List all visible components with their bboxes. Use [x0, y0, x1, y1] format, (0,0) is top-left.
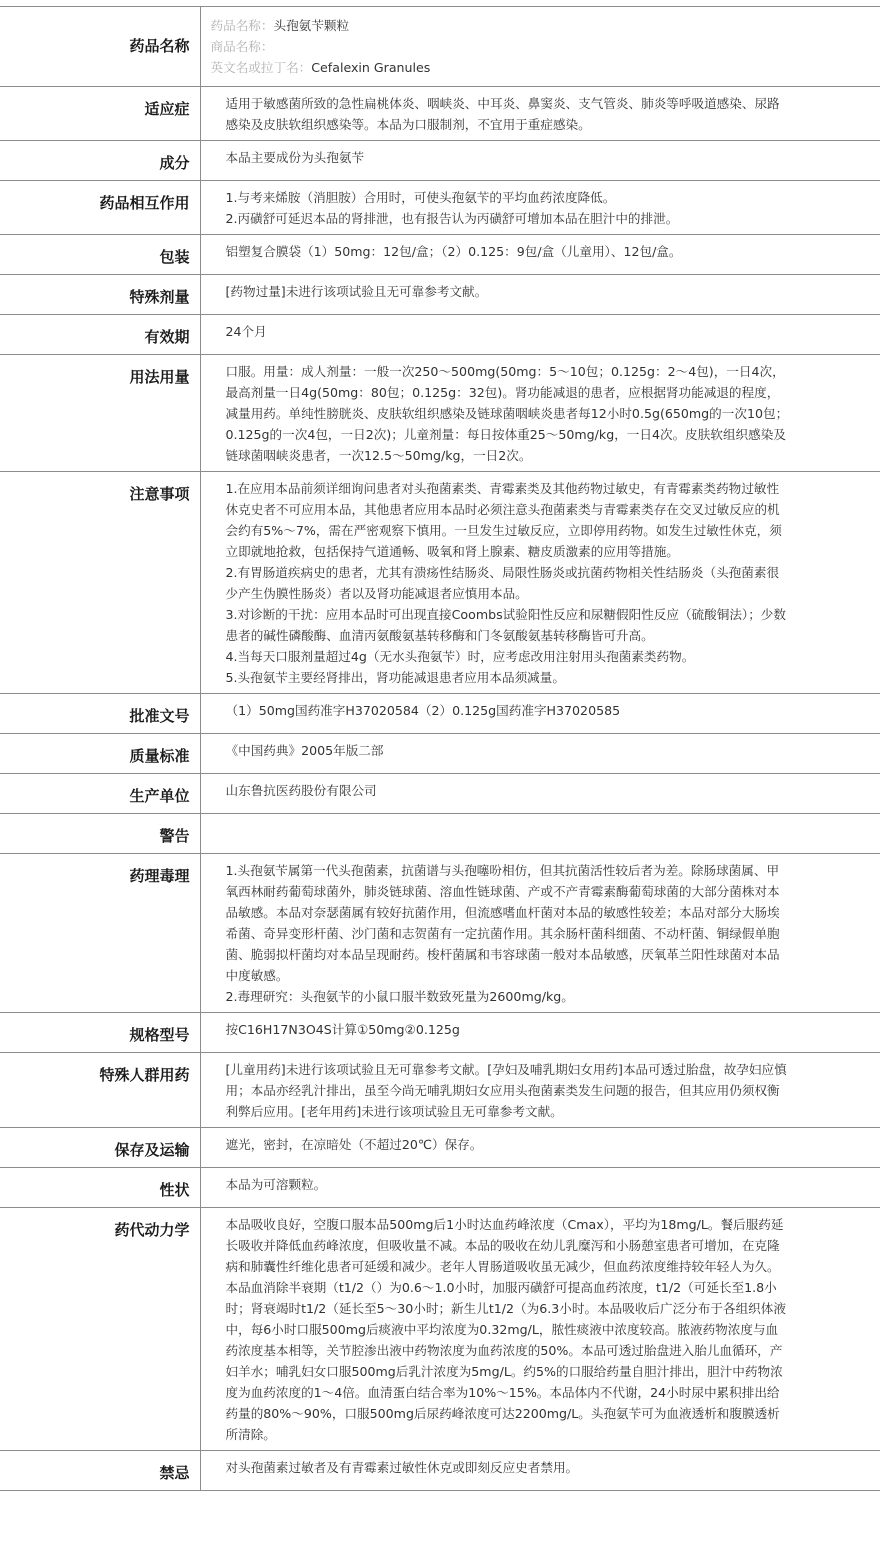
row-label: 有效期: [0, 315, 200, 355]
drug-name-value: 头孢氨苄颗粒: [273, 18, 350, 33]
row-indications: [0, 87, 880, 141]
row-value: [200, 181, 880, 235]
row-label: 包装: [0, 235, 200, 275]
paragraph: 2.毒理研究：头孢氨苄的小鼠口服半数致死量为2600mg/kg。: [225, 989, 574, 1004]
row-value: [200, 1168, 880, 1208]
row-value: [200, 1128, 880, 1168]
paragraph: （1）50mg国药准字H37020584（2）0.125g国药准字H37020585: [225, 703, 621, 718]
row-value: [200, 774, 880, 814]
paragraph: 山东鲁抗医药股份有限公司: [225, 783, 377, 798]
paragraph: [儿童用药]未进行该项试验且无可靠参考文献。[孕妇及哺乳期妇女用药]本品可透过胎盘，故孕妇应慎用；本品亦经乳汁排出，虽至今尚无哺乳期妇女应用头孢菌素类发生问题的报告，但其应用仍须权衡利弊后应用。[老年用药]未进行该项试验且无可靠参考文献。: [225, 1062, 787, 1119]
row-label: 规格型号: [0, 1013, 200, 1053]
row-value: [200, 141, 880, 181]
english-name-value: Cefalexin Granules: [311, 60, 431, 75]
row-label: 用法用量: [0, 355, 200, 472]
row-interactions: [0, 181, 880, 235]
row-special-groups: [0, 1053, 880, 1128]
row-manufacturer: [0, 774, 880, 814]
row-value: [200, 694, 880, 734]
row-value: [200, 472, 880, 694]
row-standard: [0, 734, 880, 774]
paragraph: 对头孢菌素过敏者及有青霉素过敏性休克或即刻反应史者禁用。: [225, 1460, 579, 1475]
row-label: 批准文号: [0, 694, 200, 734]
row-packaging: [0, 235, 880, 275]
row-label: 警告: [0, 814, 200, 854]
row-composition: [0, 141, 880, 181]
paragraph: 本品主要成份为头孢氨苄: [225, 150, 365, 165]
row-storage: [0, 1128, 880, 1168]
row-label: 药品相互作用: [0, 181, 200, 235]
row-value: [200, 7, 880, 87]
paragraph: 适用于敏感菌所致的急性扁桃体炎、咽峡炎、中耳炎、鼻窦炎、支气管炎、肺炎等呼吸道感染、尿路感染及皮肤软组织感染等。本品为口服制剂，不宜用于重症感染。: [225, 96, 780, 132]
row-value: [200, 355, 880, 472]
row-value: [200, 315, 880, 355]
row-label: 质量标准: [0, 734, 200, 774]
english-name-key: 英文名或拉丁名：: [210, 60, 312, 75]
paragraph: 2.有胃肠道疾病史的患者，尤其有溃疡性结肠炎、局限性肠炎或抗菌药物相关性结肠炎（头孢菌素很少产生伪膜性肠炎）者以及肾功能减退者应慎用本品。: [225, 565, 780, 601]
row-label: 注意事项: [0, 472, 200, 694]
row-label: 性状: [0, 1168, 200, 1208]
row-value: [200, 1053, 880, 1128]
drug-name-key: 药品名称：: [210, 18, 274, 33]
paragraph: 24个月: [225, 324, 267, 339]
paragraph: 按C16H17N3O4S计算①50mg②0.125g: [225, 1022, 460, 1037]
row-label: 药品名称: [0, 7, 200, 87]
row-drug-name: [0, 7, 880, 87]
row-value: [200, 734, 880, 774]
row-precautions: [0, 472, 880, 694]
row-warning: [0, 814, 880, 854]
drug-info-rows: [0, 7, 880, 1491]
row-label: 特殊人群用药: [0, 1053, 200, 1128]
paragraph: 口服。用量：成人剂量：一般一次250～500mg(50mg：5～10包；0.125g：2～4包)，一日4次，最高剂量一日4g(50mg：80包；0.125g：32包)。肾功能减退的患者，应根据肾功能减退的程度，减量用药。单纯性膀胱炎、皮肤软组织感染及链球菌咽峡炎患者每12小时0.5g(650mg的一次10包；0.125g的一次4包，一日2次)；儿童剂量：每日按体重25～50mg/kg，一日4次。皮肤软组织感染及链球菌咽峡炎患者，一次12.5～50mg/kg，一日2次。: [225, 364, 789, 463]
row-value: [200, 1208, 880, 1451]
row-specification: [0, 1013, 880, 1053]
row-approval: [0, 694, 880, 734]
drug-name-line: [211, 15, 791, 36]
row-description: [0, 1168, 880, 1208]
paragraph: 2.丙磺舒可延迟本品的肾排泄，也有报告认为丙磺舒可增加本品在胆汁中的排泄。: [225, 211, 679, 226]
row-label: 适应症: [0, 87, 200, 141]
row-value: [200, 814, 880, 854]
row-value: [200, 87, 880, 141]
row-label: 药理毒理: [0, 854, 200, 1013]
row-value: [200, 275, 880, 315]
paragraph: 3.对诊断的干扰：应用本品时可出现直接Coombs试验阳性反应和尿糖假阳性反应（硫酸铜法）；少数患者的碱性磷酸酶、血清丙氨酸氨基转移酶和门冬氨酸氨基转移酶皆可升高。: [225, 607, 786, 643]
row-label: 禁忌: [0, 1451, 200, 1491]
paragraph: 1.头孢氨苄属第一代头孢菌素，抗菌谱与头孢噻吩相仿，但其抗菌活性较后者为差。除肠球菌属、甲氧西林耐药葡萄球菌外，肺炎链球菌、溶血性链球菌、产或不产青霉素酶葡萄球菌的大部分菌株对本品敏感。本品对奈瑟菌属有较好抗菌作用，但流感嗜血杆菌对本品的敏感性较差；本品对部分大肠埃希菌、奇异变形杆菌、沙门菌和志贺菌有一定抗菌作用。其余肠杆菌科细菌、不动杆菌、铜绿假单胞菌、脆弱拟杆菌均对本品呈现耐药。梭杆菌属和韦容球菌一般对本品敏感，厌氧革兰阳性球菌对本品中度敏感。: [225, 863, 780, 983]
drug-info-table: [0, 6, 880, 1491]
paragraph: 《中国药典》2005年版二部: [225, 743, 384, 758]
row-label: 生产单位: [0, 774, 200, 814]
paragraph: 遮光，密封，在凉暗处（不超过20℃）保存。: [225, 1137, 483, 1152]
paragraph: 4.当每天口服剂量超过4g（无水头孢氨苄）时，应考虑改用注射用头孢菌素类药物。: [225, 649, 695, 664]
row-pharmacokinetics: [0, 1208, 880, 1451]
trade-name-key: 商品名称：: [210, 39, 274, 54]
paragraph: 1.在应用本品前须详细询问患者对头孢菌素类、青霉素类及其他药物过敏史，有青霉素类药物过敏性休克史者不可应用本品，其他患者应用本品时必须注意头孢菌素类与青霉素类存在交叉过敏反应的机会约有5%～7%，需在严密观察下慎用。一旦发生过敏反应，立即停用药物。如发生过敏性休克，须立即就地抢救，包括保持气道通畅、吸氧和肾上腺素、糖皮质激素的应用等措施。: [225, 481, 782, 559]
row-label: 药代动力学: [0, 1208, 200, 1451]
paragraph: [药物过量]未进行该项试验且无可靠参考文献。: [225, 284, 488, 299]
row-dosage: [0, 355, 880, 472]
row-label: 特殊剂量: [0, 275, 200, 315]
paragraph: 本品为可溶颗粒。: [225, 1177, 327, 1192]
row-pharmacology: [0, 854, 880, 1013]
row-label: 成分: [0, 141, 200, 181]
row-validity: [0, 315, 880, 355]
english-name-line: [211, 57, 791, 78]
row-contraindications: [0, 1451, 880, 1491]
row-overdose: [0, 275, 880, 315]
paragraph: 5.头孢氨苄主要经肾排出，肾功能减退患者应用本品须减量。: [225, 670, 565, 685]
paragraph: 铝塑复合膜袋（1）50mg：12包/盒；（2）0.125：9包/盒（儿童用）、12包/盒。: [225, 244, 682, 259]
row-label: 保存及运输: [0, 1128, 200, 1168]
row-value: [200, 235, 880, 275]
paragraph: 1.与考来烯胺（消胆胺）合用时，可使头孢氨苄的平均血药浓度降低。: [225, 190, 616, 205]
trade-name-line: [211, 36, 791, 57]
row-value: [200, 1451, 880, 1491]
paragraph: 本品吸收良好，空腹口服本品500mg后1小时达血药峰浓度（Cmax），平均为18mg/L。餐后服药延长吸收并降低血药峰浓度，但吸收量不减。本品的吸收在幼儿乳糜泻和小肠憩室患者可增加，在克隆病和肺囊性纤维化患者可延缓和减少。老年人胃肠道吸收虽无减少，但血药浓度维持较年轻人为久。本品血消除半衰期（t1/2（）为0.6～1.0小时，加服丙磺舒可提高血药浓度，t1/2（可延长至1.8小时；肾衰竭时t1/2（延长至5～30小时；新生儿t1/2（为6.3小时。本品吸收后广泛分布于各组织体液中，每6小时口服500mg后痰液中平均浓度为0.32mg/L，脓性痰液中浓度较高。脓液药物浓度与血药浓度基本相等，关节腔渗出液中药物浓度为血药浓度的50%。本品可透过胎盘进入胎儿血循环，产妇羊水；哺乳妇女口服500mg后乳汁浓度为5mg/L。约5%的口服给药量自胆汁排出，胆汁中药物浓度为血药浓度的1～4倍。血清蛋白结合率为10%～15%。本品体内不代谢，24小时尿中累积排出给药量的80%～90%，口服500mg后尿药峰浓度可达2200mg/L。头孢氨苄可为血液透析和腹膜透析所清除。: [225, 1217, 786, 1442]
row-value: [200, 1013, 880, 1053]
row-value: [200, 854, 880, 1013]
